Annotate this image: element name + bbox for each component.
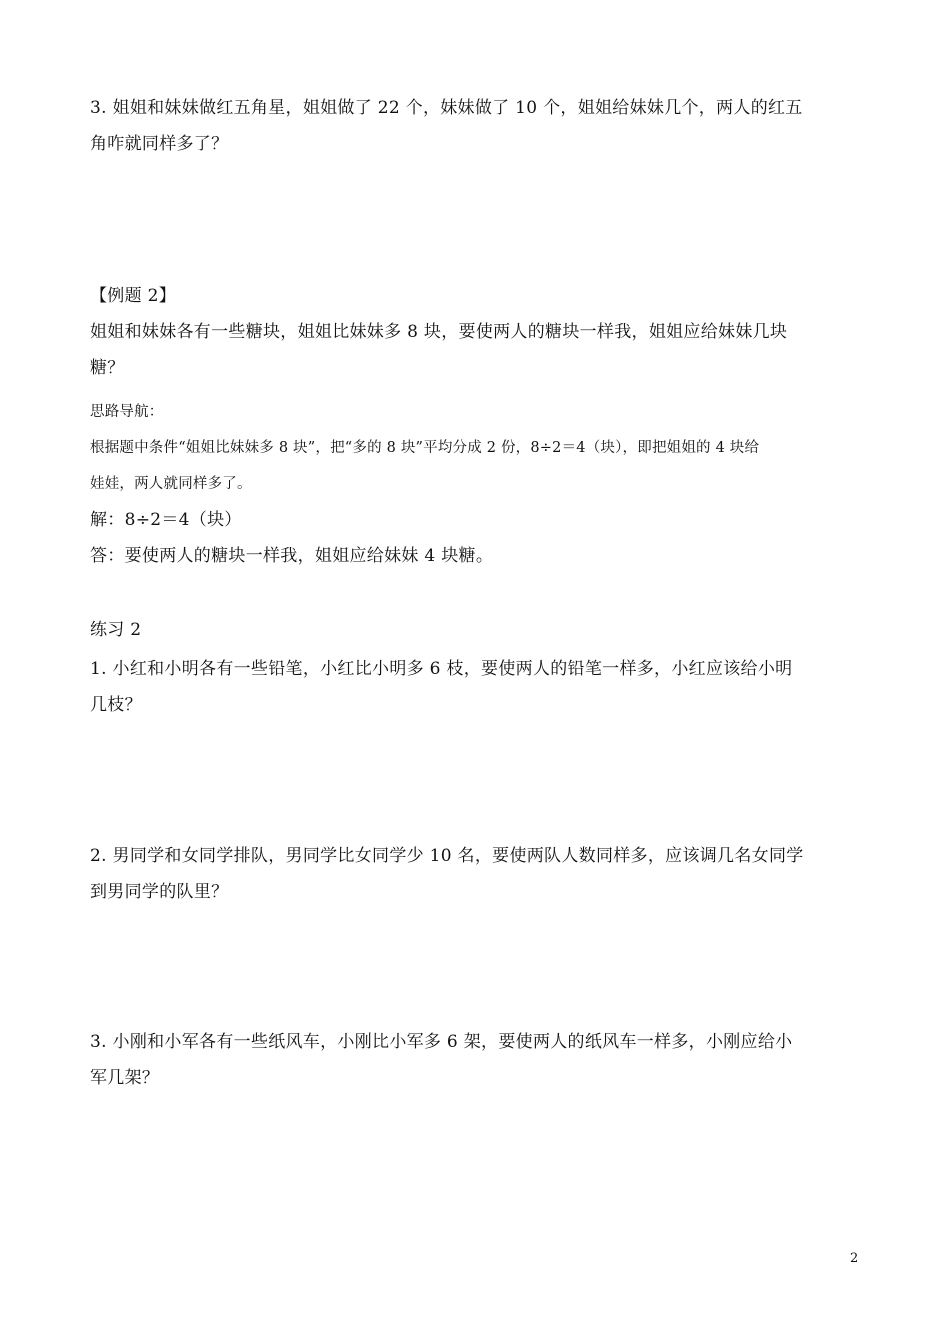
page-number: 2: [850, 1251, 859, 1266]
practice2-q2-line2: 到男同学的队里？: [90, 882, 229, 902]
example2-hint-line1: 根据题中条件“姐姐比妹妹多 8 块”，把“多的 8 块”平均分成 2 份，8÷2＝4（块），即把姐姐的 4 块给: [90, 440, 760, 456]
example2-problem-line2: 糖？: [90, 358, 125, 378]
practice2-q3-line1: 3. 小刚和小军各有一些纸风车，小刚比小军多 6 架，要使两人的纸风车一样多，小刚应给小: [90, 1032, 793, 1052]
example2-problem-line1: 姐姐和妹妹各有一些糖块，姐姐比妹妹多 8 块，要使两人的糖块一样我，姐姐应给妹妹几块: [90, 322, 788, 342]
example2-solution: 解：8÷2＝4（块）: [90, 510, 242, 530]
example2-hint-line2: 娃娃，两人就同样多了。: [90, 476, 252, 492]
practice2-q1-line2: 几枝？: [90, 695, 142, 715]
example2-heading: 【例题 2】: [90, 286, 177, 306]
practice2-q1-line1: 1. 小红和小明各有一些铅笔，小红比小明多 6 枝，要使两人的铅笔一样多，小红应该给小明: [90, 659, 793, 679]
practice2-q3-line2: 军几架？: [90, 1068, 160, 1088]
example2-hint-label: 思路导航：: [90, 404, 164, 420]
practice2-heading: 练习 2: [90, 620, 142, 640]
practice1-q3-line1: 3. 姐姐和妹妹做红五角星，姐姐做了 22 个，妹妹做了 10 个，姐姐给妹妹几个，两人的红五: [90, 98, 803, 118]
practice1-q3-line2: 角咋就同样多了？: [90, 134, 229, 154]
example2-answer: 答：要使两人的糖块一样我，姐姐应给妹妹 4 块糖。: [90, 546, 494, 566]
practice2-q2-line1: 2. 男同学和女同学排队，男同学比女同学少 10 名，要使两队人数同样多，应该调几名女同学: [90, 846, 804, 866]
